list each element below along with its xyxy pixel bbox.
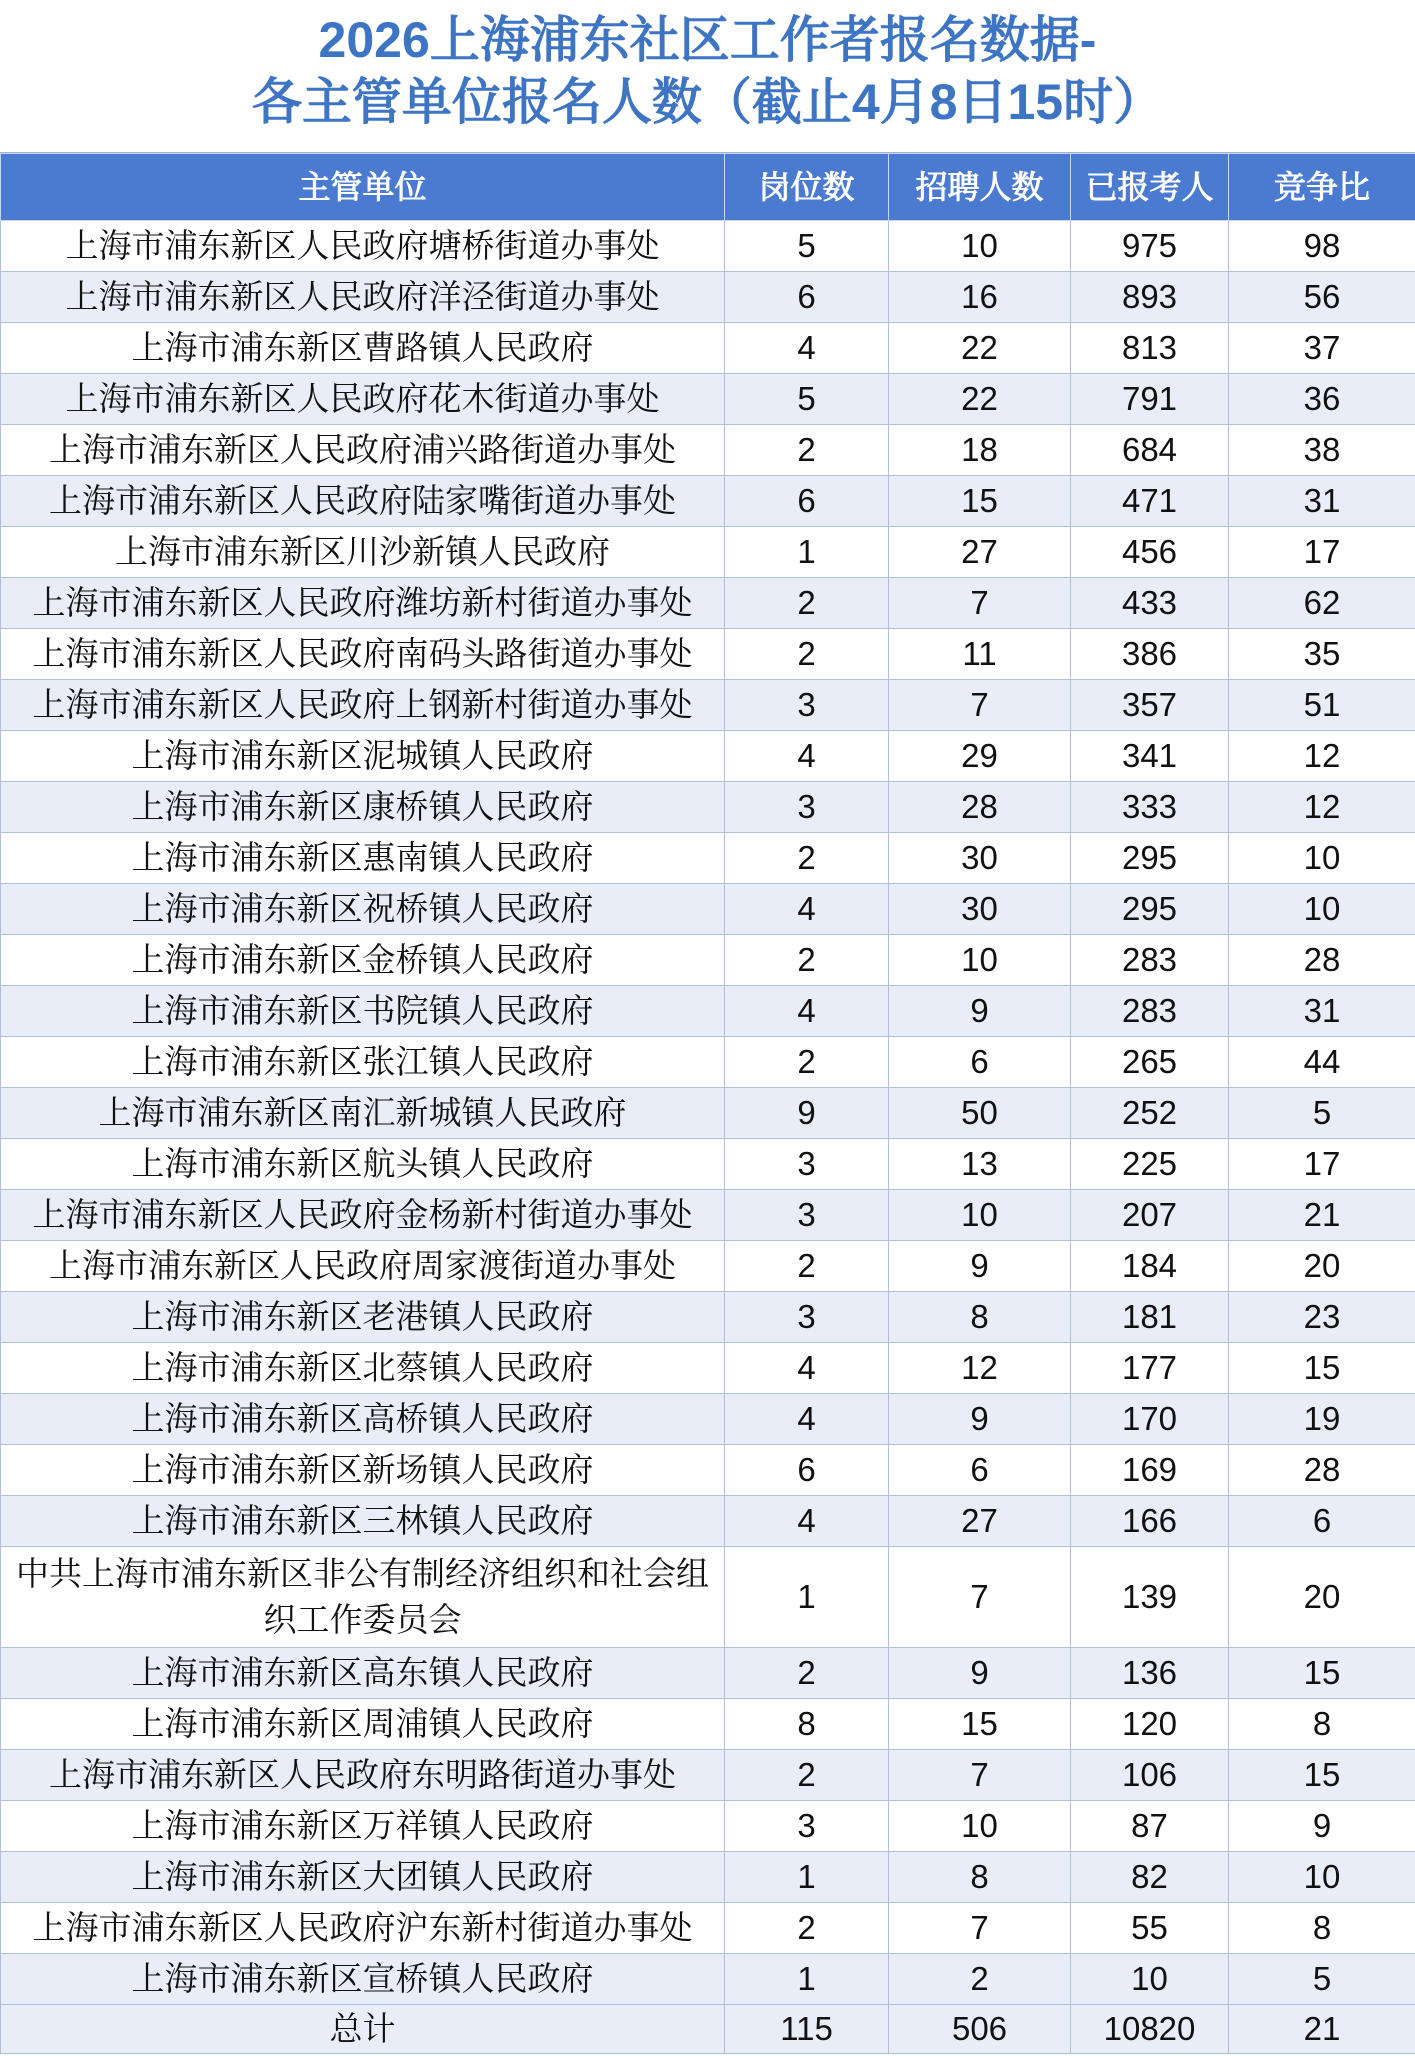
header-applicants: 已报考人 xyxy=(1071,154,1229,221)
recruits-cell: 27 xyxy=(889,1496,1071,1547)
table-row xyxy=(1,1903,1415,1954)
unit-cell: 上海市浦东新区金桥镇人民政府 xyxy=(1,935,725,986)
table-row xyxy=(1,1750,1415,1801)
recruits-cell: 18 xyxy=(889,425,1071,476)
recruits-cell: 7 xyxy=(889,1750,1071,1801)
recruits-cell: 15 xyxy=(889,1699,1071,1750)
unit-cell: 上海市浦东新区人民政府上钢新村街道办事处 xyxy=(1,680,725,731)
positions-cell: 2 xyxy=(725,425,889,476)
table-row xyxy=(1,1139,1415,1190)
positions-cell: 4 xyxy=(725,323,889,374)
positions-cell: 4 xyxy=(725,731,889,782)
ratio-cell: 44 xyxy=(1229,1037,1415,1088)
ratio-cell: 35 xyxy=(1229,629,1415,680)
unit-cell: 上海市浦东新区人民政府塘桥街道办事处 xyxy=(1,221,725,272)
applicants-cell: 813 xyxy=(1071,323,1229,374)
positions-cell: 5 xyxy=(725,374,889,425)
table-row xyxy=(1,629,1415,680)
table-row xyxy=(1,680,1415,731)
unit-cell: 上海市浦东新区老港镇人民政府 xyxy=(1,1292,725,1343)
table-row xyxy=(1,1088,1415,1139)
positions-cell: 1 xyxy=(725,527,889,578)
table-row xyxy=(1,272,1415,323)
table-row xyxy=(1,374,1415,425)
unit-cell: 上海市浦东新区人民政府花木街道办事处 xyxy=(1,374,725,425)
ratio-cell: 12 xyxy=(1229,731,1415,782)
ratio-cell: 23 xyxy=(1229,1292,1415,1343)
ratio-cell: 15 xyxy=(1229,1750,1415,1801)
table-row xyxy=(1,731,1415,782)
ratio-cell: 5 xyxy=(1229,1954,1415,2005)
unit-cell: 上海市浦东新区高桥镇人民政府 xyxy=(1,1394,725,1445)
applicants-cell: 166 xyxy=(1071,1496,1229,1547)
header-positions: 岗位数 xyxy=(725,154,889,221)
unit-cell: 上海市浦东新区曹路镇人民政府 xyxy=(1,323,725,374)
unit-cell: 上海市浦东新区川沙新镇人民政府 xyxy=(1,527,725,578)
ratio-cell: 8 xyxy=(1229,1903,1415,1954)
positions-cell: 3 xyxy=(725,1292,889,1343)
table-row xyxy=(1,1547,1415,1648)
header-row xyxy=(1,154,1415,221)
positions-cell: 2 xyxy=(725,1750,889,1801)
positions-cell: 3 xyxy=(725,782,889,833)
applicants-cell: 295 xyxy=(1071,884,1229,935)
applicants-cell: 386 xyxy=(1071,629,1229,680)
table-row xyxy=(1,1037,1415,1088)
ratio-cell: 36 xyxy=(1229,374,1415,425)
recruits-cell: 29 xyxy=(889,731,1071,782)
ratio-cell: 56 xyxy=(1229,272,1415,323)
unit-cell: 上海市浦东新区南汇新城镇人民政府 xyxy=(1,1088,725,1139)
total-recruits-cell: 506 xyxy=(889,2005,1071,2054)
recruits-cell: 6 xyxy=(889,1037,1071,1088)
recruits-cell: 7 xyxy=(889,1903,1071,1954)
ratio-cell: 20 xyxy=(1229,1241,1415,1292)
positions-cell: 4 xyxy=(725,1343,889,1394)
positions-cell: 2 xyxy=(725,833,889,884)
page-title: 2026上海浦东社区工作者报名数据- xyxy=(318,12,1097,68)
positions-cell: 4 xyxy=(725,1496,889,1547)
applicants-cell: 893 xyxy=(1071,272,1229,323)
applicants-cell: 975 xyxy=(1071,221,1229,272)
applicants-cell: 265 xyxy=(1071,1037,1229,1088)
unit-cell: 上海市浦东新区泥城镇人民政府 xyxy=(1,731,725,782)
applicants-cell: 207 xyxy=(1071,1190,1229,1241)
positions-cell: 2 xyxy=(725,935,889,986)
recruits-cell: 6 xyxy=(889,1445,1071,1496)
total-positions-cell: 115 xyxy=(725,2005,889,2054)
positions-cell: 2 xyxy=(725,629,889,680)
ratio-cell: 28 xyxy=(1229,935,1415,986)
table-row xyxy=(1,323,1415,374)
ratio-cell: 28 xyxy=(1229,1445,1415,1496)
ratio-cell: 9 xyxy=(1229,1801,1415,1852)
applicants-cell: 283 xyxy=(1071,986,1229,1037)
applicants-cell: 87 xyxy=(1071,1801,1229,1852)
title-area xyxy=(0,0,1415,153)
recruits-cell: 28 xyxy=(889,782,1071,833)
table-row xyxy=(1,425,1415,476)
ratio-cell: 6 xyxy=(1229,1496,1415,1547)
unit-cell: 上海市浦东新区人民政府浦兴路街道办事处 xyxy=(1,425,725,476)
unit-cell: 上海市浦东新区人民政府洋泾街道办事处 xyxy=(1,272,725,323)
recruits-cell: 9 xyxy=(889,1241,1071,1292)
table-row xyxy=(1,1801,1415,1852)
applicants-cell: 295 xyxy=(1071,833,1229,884)
applicants-cell: 177 xyxy=(1071,1343,1229,1394)
unit-cell: 上海市浦东新区惠南镇人民政府 xyxy=(1,833,725,884)
ratio-cell: 10 xyxy=(1229,1852,1415,1903)
recruits-cell: 50 xyxy=(889,1088,1071,1139)
ratio-cell: 38 xyxy=(1229,425,1415,476)
recruits-cell: 22 xyxy=(889,323,1071,374)
applicants-cell: 791 xyxy=(1071,374,1229,425)
unit-cell: 上海市浦东新区新场镇人民政府 xyxy=(1,1445,725,1496)
table-row xyxy=(1,527,1415,578)
page-subtitle: 各主管单位报名人数（截止4月8日15时） xyxy=(251,74,1164,130)
unit-cell: 上海市浦东新区张江镇人民政府 xyxy=(1,1037,725,1088)
applicants-cell: 181 xyxy=(1071,1292,1229,1343)
ratio-cell: 5 xyxy=(1229,1088,1415,1139)
positions-cell: 4 xyxy=(725,986,889,1037)
positions-cell: 2 xyxy=(725,1037,889,1088)
positions-cell: 6 xyxy=(725,272,889,323)
recruits-cell: 13 xyxy=(889,1139,1071,1190)
applicants-cell: 170 xyxy=(1071,1394,1229,1445)
unit-cell: 上海市浦东新区高东镇人民政府 xyxy=(1,1648,725,1699)
ratio-cell: 62 xyxy=(1229,578,1415,629)
table-row xyxy=(1,833,1415,884)
unit-cell: 上海市浦东新区万祥镇人民政府 xyxy=(1,1801,725,1852)
table-row xyxy=(1,1394,1415,1445)
recruits-cell: 9 xyxy=(889,1394,1071,1445)
applicants-cell: 333 xyxy=(1071,782,1229,833)
table-row xyxy=(1,1699,1415,1750)
unit-cell: 上海市浦东新区宣桥镇人民政府 xyxy=(1,1954,725,2005)
ratio-cell: 15 xyxy=(1229,1648,1415,1699)
ratio-cell: 21 xyxy=(1229,1190,1415,1241)
unit-cell: 上海市浦东新区航头镇人民政府 xyxy=(1,1139,725,1190)
table-row xyxy=(1,782,1415,833)
table-body xyxy=(1,221,1415,2054)
recruits-cell: 8 xyxy=(889,1292,1071,1343)
ratio-cell: 15 xyxy=(1229,1343,1415,1394)
recruits-cell: 10 xyxy=(889,1190,1071,1241)
unit-cell: 上海市浦东新区人民政府陆家嘴街道办事处 xyxy=(1,476,725,527)
applicants-cell: 341 xyxy=(1071,731,1229,782)
applicants-cell: 184 xyxy=(1071,1241,1229,1292)
unit-cell: 上海市浦东新区人民政府东明路街道办事处 xyxy=(1,1750,725,1801)
table-row xyxy=(1,1292,1415,1343)
table-row xyxy=(1,476,1415,527)
ratio-cell: 51 xyxy=(1229,680,1415,731)
ratio-cell: 19 xyxy=(1229,1394,1415,1445)
ratio-cell: 17 xyxy=(1229,527,1415,578)
positions-cell: 1 xyxy=(725,1547,889,1648)
recruits-cell: 30 xyxy=(889,884,1071,935)
table-row xyxy=(1,1241,1415,1292)
unit-cell: 上海市浦东新区书院镇人民政府 xyxy=(1,986,725,1037)
positions-cell: 3 xyxy=(725,680,889,731)
positions-cell: 9 xyxy=(725,1088,889,1139)
positions-cell: 6 xyxy=(725,476,889,527)
ratio-cell: 10 xyxy=(1229,884,1415,935)
table-row xyxy=(1,884,1415,935)
recruits-cell: 7 xyxy=(889,1547,1071,1648)
positions-cell: 1 xyxy=(725,1852,889,1903)
applicants-cell: 10 xyxy=(1071,1954,1229,2005)
ratio-cell: 12 xyxy=(1229,782,1415,833)
applicants-cell: 283 xyxy=(1071,935,1229,986)
applicants-cell: 120 xyxy=(1071,1699,1229,1750)
unit-cell: 上海市浦东新区北蔡镇人民政府 xyxy=(1,1343,725,1394)
recruits-cell: 10 xyxy=(889,935,1071,986)
table-row xyxy=(1,1190,1415,1241)
recruits-cell: 7 xyxy=(889,680,1071,731)
recruits-cell: 8 xyxy=(889,1852,1071,1903)
recruits-cell: 7 xyxy=(889,578,1071,629)
ratio-cell: 8 xyxy=(1229,1699,1415,1750)
ratio-cell: 31 xyxy=(1229,476,1415,527)
applicants-cell: 252 xyxy=(1071,1088,1229,1139)
table-row xyxy=(1,1445,1415,1496)
recruits-cell: 12 xyxy=(889,1343,1071,1394)
unit-cell: 上海市浦东新区人民政府金杨新村街道办事处 xyxy=(1,1190,725,1241)
unit-cell: 上海市浦东新区人民政府周家渡街道办事处 xyxy=(1,1241,725,1292)
total-row xyxy=(1,2005,1415,2054)
positions-cell: 3 xyxy=(725,1801,889,1852)
applicants-cell: 225 xyxy=(1071,1139,1229,1190)
positions-cell: 3 xyxy=(725,1139,889,1190)
ratio-cell: 98 xyxy=(1229,221,1415,272)
unit-cell: 上海市浦东新区康桥镇人民政府 xyxy=(1,782,725,833)
unit-cell: 上海市浦东新区大团镇人民政府 xyxy=(1,1852,725,1903)
ratio-cell: 20 xyxy=(1229,1547,1415,1648)
ratio-cell: 31 xyxy=(1229,986,1415,1037)
table-row xyxy=(1,1343,1415,1394)
table-row xyxy=(1,1954,1415,2005)
table-row xyxy=(1,221,1415,272)
positions-cell: 8 xyxy=(725,1699,889,1750)
recruits-cell: 15 xyxy=(889,476,1071,527)
positions-cell: 1 xyxy=(725,1954,889,2005)
table-row xyxy=(1,986,1415,1037)
unit-cell: 上海市浦东新区三林镇人民政府 xyxy=(1,1496,725,1547)
unit-cell: 中共上海市浦东新区非公有制经济组织和社会组织工作委员会 xyxy=(1,1547,725,1648)
recruits-cell: 16 xyxy=(889,272,1071,323)
recruits-cell: 2 xyxy=(889,1954,1071,2005)
unit-cell: 上海市浦东新区祝桥镇人民政府 xyxy=(1,884,725,935)
applicants-cell: 357 xyxy=(1071,680,1229,731)
applicants-cell: 136 xyxy=(1071,1648,1229,1699)
positions-cell: 4 xyxy=(725,884,889,935)
table-row xyxy=(1,935,1415,986)
positions-cell: 5 xyxy=(725,221,889,272)
applicants-cell: 433 xyxy=(1071,578,1229,629)
applicants-cell: 471 xyxy=(1071,476,1229,527)
unit-cell: 上海市浦东新区人民政府沪东新村街道办事处 xyxy=(1,1903,725,1954)
recruits-cell: 9 xyxy=(889,1648,1071,1699)
recruits-cell: 11 xyxy=(889,629,1071,680)
table-row xyxy=(1,1648,1415,1699)
table-row xyxy=(1,578,1415,629)
applicants-cell: 139 xyxy=(1071,1547,1229,1648)
recruits-cell: 10 xyxy=(889,1801,1071,1852)
recruits-cell: 30 xyxy=(889,833,1071,884)
unit-cell: 上海市浦东新区周浦镇人民政府 xyxy=(1,1699,725,1750)
header-recruits: 招聘人数 xyxy=(889,154,1071,221)
positions-cell: 2 xyxy=(725,1241,889,1292)
unit-cell: 上海市浦东新区人民政府南码头路街道办事处 xyxy=(1,629,725,680)
positions-cell: 2 xyxy=(725,578,889,629)
total-applicants-cell: 10820 xyxy=(1071,2005,1229,2054)
header-unit: 主管单位 xyxy=(1,154,725,221)
table-row xyxy=(1,1852,1415,1903)
registration-table xyxy=(0,153,1415,2054)
positions-cell: 6 xyxy=(725,1445,889,1496)
applicants-cell: 82 xyxy=(1071,1852,1229,1903)
positions-cell: 2 xyxy=(725,1648,889,1699)
recruits-cell: 9 xyxy=(889,986,1071,1037)
total-label: 总计 xyxy=(1,2005,725,2054)
unit-cell: 上海市浦东新区人民政府潍坊新村街道办事处 xyxy=(1,578,725,629)
ratio-cell: 17 xyxy=(1229,1139,1415,1190)
ratio-cell: 10 xyxy=(1229,833,1415,884)
ratio-cell: 37 xyxy=(1229,323,1415,374)
recruits-cell: 27 xyxy=(889,527,1071,578)
positions-cell: 2 xyxy=(725,1903,889,1954)
recruits-cell: 10 xyxy=(889,221,1071,272)
table-row xyxy=(1,1496,1415,1547)
applicants-cell: 55 xyxy=(1071,1903,1229,1954)
positions-cell: 3 xyxy=(725,1190,889,1241)
applicants-cell: 169 xyxy=(1071,1445,1229,1496)
positions-cell: 4 xyxy=(725,1394,889,1445)
applicants-cell: 684 xyxy=(1071,425,1229,476)
total-ratio-cell: 21 xyxy=(1229,2005,1415,2054)
applicants-cell: 106 xyxy=(1071,1750,1229,1801)
applicants-cell: 456 xyxy=(1071,527,1229,578)
recruits-cell: 22 xyxy=(889,374,1071,425)
header-ratio: 竞争比 xyxy=(1229,154,1415,221)
